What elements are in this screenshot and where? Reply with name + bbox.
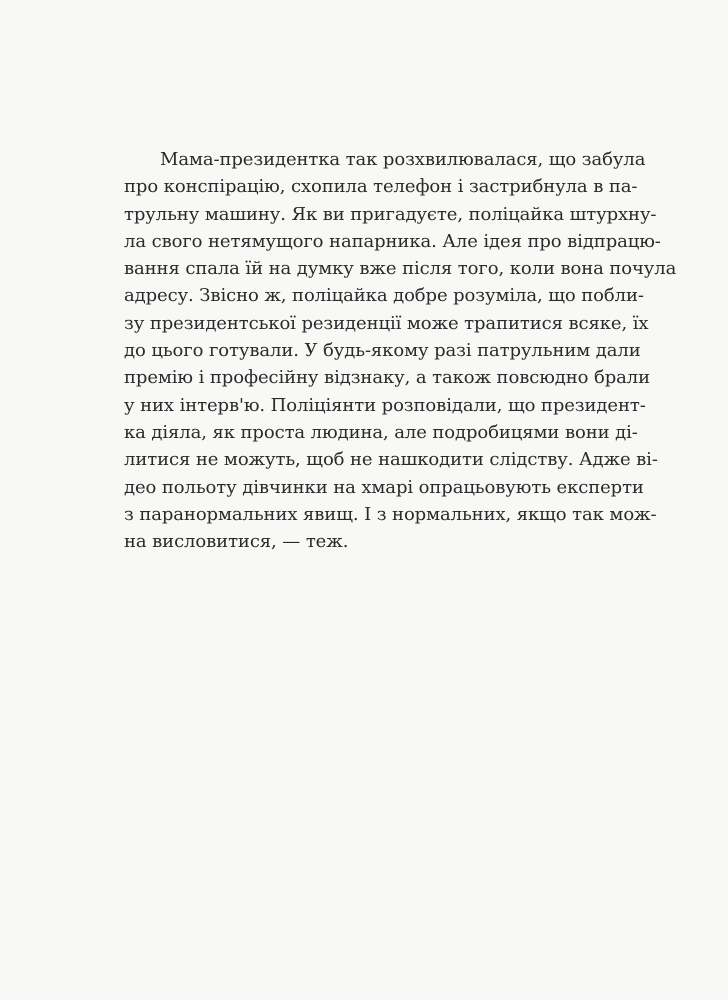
text-line: део польоту дівчинки на хмарі опрацьовують експерти: [124, 476, 644, 498]
text-line: премію і професійну відзнаку, а також повсюдно брали: [124, 367, 651, 389]
text-line: про конспірацію, схопила телефон і застрибнула в па-: [124, 176, 638, 198]
text-line: зу президентської резиденції може трапитися всяке, їх: [124, 312, 649, 334]
text-line: Мама-президентка так розхвилювалася, що забула: [160, 149, 646, 170]
text-line: ка діяла, як проста людина, але подробицями вони ді-: [124, 421, 638, 443]
paragraph: [124, 146, 677, 555]
text-line: на висловитися, — теж.: [124, 531, 349, 553]
text-line: литися не можуть, щоб не нашкодити слідству. Адже ві-: [124, 449, 658, 471]
text-line: адресу. Звісно ж, поліцайка добре розуміла, що побли-: [124, 285, 644, 307]
text-line: у них інтерв'ю. Поліціянти розповідали, що президент-: [124, 394, 646, 416]
text-line: ла свого нетямущого напарника. Але ідея про відпрацю-: [124, 230, 661, 252]
text-line: вання спала їй на думку вже після того, коли вона почула: [124, 258, 677, 280]
text-line: до цього готували. У будь-якому разі патрульним дали: [124, 340, 641, 362]
text-line: з паранормальних явищ. І з нормальних, якщо так мож-: [124, 503, 657, 525]
text-line: трульну машину. Як ви пригадуєте, поліцайка штурхну-: [124, 203, 657, 225]
